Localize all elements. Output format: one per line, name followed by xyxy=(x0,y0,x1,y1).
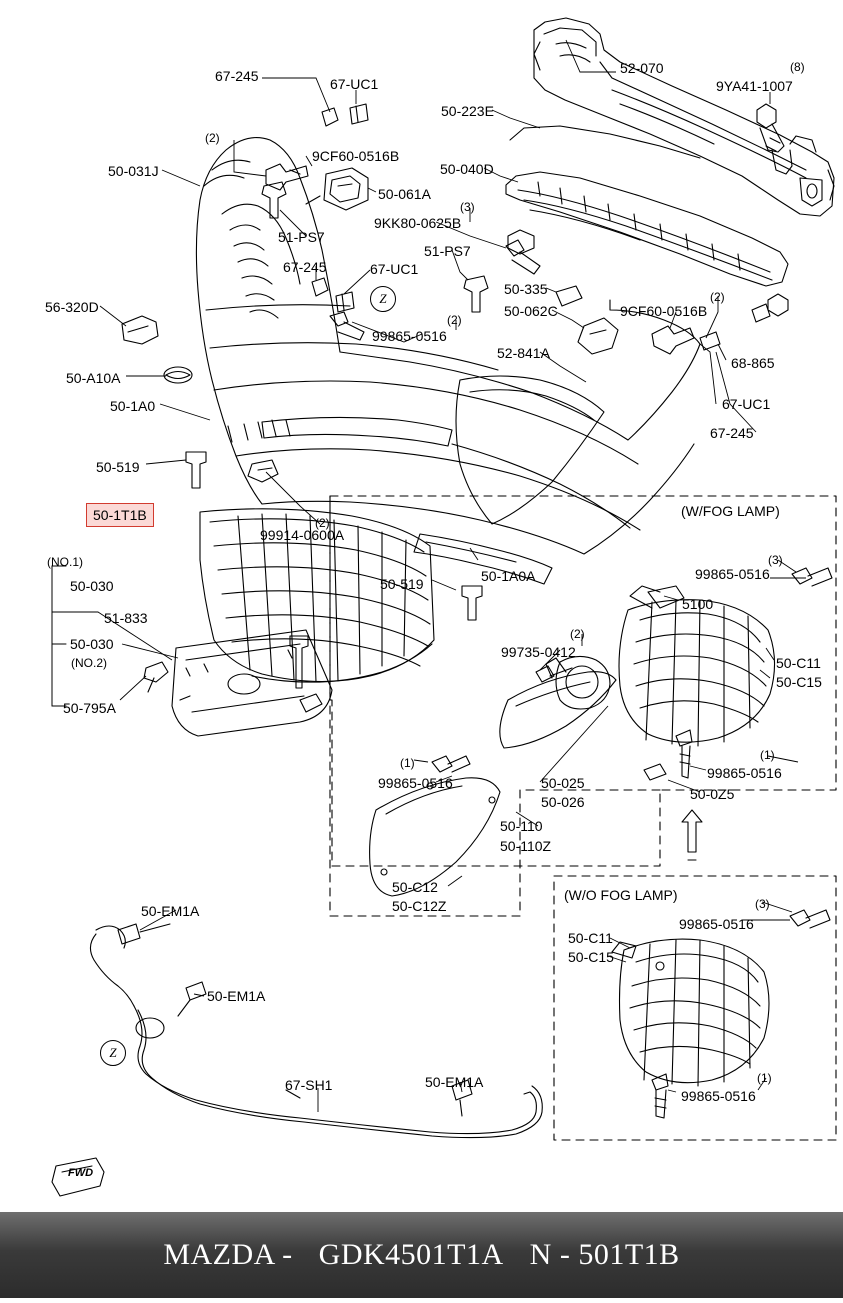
part-50-062C-bracket xyxy=(578,318,618,354)
part-label-50-110: 50-110 xyxy=(500,818,543,834)
part-label-50-em1a: 50-EM1A xyxy=(425,1074,484,1090)
part-50-061A-latch xyxy=(306,168,368,210)
part-label-56-320d: 56-320D xyxy=(45,299,99,315)
z-marker-2: Z xyxy=(100,1040,126,1066)
part-label-50-c15: 50-C15 xyxy=(776,674,822,690)
part-label-67-245: 67-245 xyxy=(283,259,327,275)
part-50-040D-stiffener xyxy=(506,172,788,316)
part-label-50-335: 50-335 xyxy=(504,281,548,297)
fwd-label: FWD xyxy=(68,1167,94,1179)
footer-part-number: GDK4501T1A xyxy=(318,1238,504,1271)
part-label-2: (2) xyxy=(710,290,725,304)
part-label-67-uc1: 67-UC1 xyxy=(330,76,379,92)
fastener-99865-0516-nofog-a xyxy=(790,910,830,928)
fastener-67-UC1-a xyxy=(350,104,368,124)
part-label-99914-0600a: 99914-0600A xyxy=(260,527,345,543)
part-50-110-fog-trim xyxy=(500,672,616,748)
part-label-67-245: 67-245 xyxy=(215,68,259,84)
part-label-2: (2) xyxy=(447,313,462,327)
part-label-50-062c: 50-062C xyxy=(504,303,558,319)
part-label-50-223e: 50-223E xyxy=(441,103,494,119)
part-50-335-clip xyxy=(556,286,582,306)
section-link-arrow xyxy=(682,810,702,860)
fastener-50-519-grille xyxy=(462,586,482,620)
part-label-50-c15: 50-C15 xyxy=(568,949,614,965)
fastener-67-245-b xyxy=(312,278,328,296)
part-label-50-em1a: 50-EM1A xyxy=(207,988,266,1004)
part-label-67-uc1: 67-UC1 xyxy=(370,261,419,277)
footer-bar xyxy=(0,1212,843,1298)
part-label-50-c12: 50-C12 xyxy=(392,879,438,895)
part-label-51-ps7: 51-PS7 xyxy=(278,229,325,245)
part-label-50-1a0: 50-1A0 xyxy=(110,398,156,414)
fastener-50-0Z5 xyxy=(644,764,666,780)
part-label-50-795a: 50-795A xyxy=(63,700,116,716)
part-label-50-025: 50-025 xyxy=(541,775,585,791)
part-label-2: (2) xyxy=(315,516,330,530)
part-label-50-519: 50-519 xyxy=(380,576,424,592)
part-label-w-o-fog-lamp: (W/O FOG LAMP) xyxy=(564,887,678,903)
part-label-w-fog-lamp: (W/FOG LAMP) xyxy=(681,503,780,519)
part-label-99865-0516: 99865-0516 xyxy=(679,916,754,932)
part-label-3: (3) xyxy=(755,897,770,911)
fastener-9KK80-0625B xyxy=(506,240,540,274)
part-label-99735-0412: 99735-0412 xyxy=(501,644,576,660)
part-label-67-uc1: 67-UC1 xyxy=(722,396,771,412)
part-50-A10A-emblem xyxy=(164,367,192,383)
part-label-no-1: (NO.1) xyxy=(47,555,83,569)
part-label-9cf60-0516b: 9CF60-0516B xyxy=(620,303,708,319)
fastener-9CF60-0516B-b xyxy=(652,326,694,354)
part-label-50-c11: 50-C11 xyxy=(776,655,821,671)
part-label-50-0z5: 50-0Z5 xyxy=(690,786,735,802)
part-52-070-reinforcement xyxy=(534,18,834,216)
part-label-68-865: 68-865 xyxy=(731,355,775,371)
part-label-3: (3) xyxy=(768,553,783,567)
footer-brand: MAZDA - xyxy=(163,1238,293,1271)
part-label-51-833: 51-833 xyxy=(104,610,148,626)
part-label-no-2: (NO.2) xyxy=(71,656,107,670)
part-50-025-fog-lamp xyxy=(546,656,610,709)
part-67-SH1-harness xyxy=(90,924,542,1138)
part-label-99865-0516: 99865-0516 xyxy=(372,328,447,344)
part-label-8: (8) xyxy=(790,60,805,74)
part-label-50-030: 50-030 xyxy=(70,636,114,652)
part-label-50-110z: 50-110Z xyxy=(500,838,552,854)
part-label-50-c12z: 50-C12Z xyxy=(392,898,447,914)
part-label-2: (2) xyxy=(570,627,585,641)
fastener-99865-0516-nofog-b xyxy=(652,1074,668,1118)
part-label-99865-0516: 99865-0516 xyxy=(681,1088,756,1104)
part-label-1: (1) xyxy=(760,748,775,762)
fastener-51-PS7-b xyxy=(464,276,488,312)
fastener-99865-0516-fog-a xyxy=(432,756,470,772)
fastener-67-245-a xyxy=(322,108,338,126)
fastener-99914-0600A xyxy=(248,460,278,482)
part-label-52-070: 52-070 xyxy=(620,60,664,76)
fastener-68-865 xyxy=(700,304,770,350)
part-9YA41-1007-bolt xyxy=(757,104,784,152)
part-label-99865-0516: 99865-0516 xyxy=(378,775,453,791)
part-label-50-519: 50-519 xyxy=(96,459,140,475)
part-label-9ya41-1007: 9YA41-1007 xyxy=(716,78,793,94)
part-label-67-245: 67-245 xyxy=(710,425,754,441)
highlighted-part-label[interactable]: 50-1T1B xyxy=(86,503,154,527)
part-label-50-031j: 50-031J xyxy=(108,163,159,179)
part-56-320D-sensor xyxy=(122,316,158,344)
part-label-50-030: 50-030 xyxy=(70,578,114,594)
part-50-C11-blank-bezel xyxy=(612,939,769,1086)
part-label-50-026: 50-026 xyxy=(541,794,585,810)
part-50-519-pin-upper xyxy=(186,452,206,488)
part-label-9cf60-0516b: 9CF60-0516B xyxy=(312,148,400,164)
part-label-51-ps7: 51-PS7 xyxy=(424,243,471,259)
part-label-5100: 5100 xyxy=(682,596,714,612)
part-label-50-061a: 50-061A xyxy=(378,186,431,202)
part-label-50-a10a: 50-A10A xyxy=(66,370,121,386)
part-50-031J-bumper-fascia xyxy=(196,138,700,554)
part-label-50-1a0a: 50-1A0A xyxy=(481,568,536,584)
z-marker-1: Z xyxy=(370,286,396,312)
part-label-50-em1a: 50-EM1A xyxy=(141,903,200,919)
fastener-67-UC1-b xyxy=(336,292,354,312)
part-label-99865-0516: 99865-0516 xyxy=(695,566,770,582)
footer-suffix: N - 501T1B xyxy=(529,1238,680,1271)
fastener-99865-0516-fog-b xyxy=(792,568,832,586)
part-50-795A-clip xyxy=(144,662,168,692)
part-label-1: (1) xyxy=(757,1071,772,1085)
part-label-50-c11: 50-C11 xyxy=(568,930,613,946)
part-50-223E-bracket xyxy=(510,126,700,158)
part-label-67-sh1: 67-SH1 xyxy=(285,1077,333,1093)
part-label-99865-0516: 99865-0516 xyxy=(707,765,782,781)
part-label-2: (2) xyxy=(205,131,220,145)
part-label-50-040d: 50-040D xyxy=(440,161,494,177)
part-label-3: (3) xyxy=(460,200,475,214)
part-label-52-841a: 52-841A xyxy=(497,345,550,361)
part-label-9kk80-0625b: 9KK80-0625B xyxy=(374,215,462,231)
fastener-99865-0516-a xyxy=(330,312,364,340)
fastener-9CF60-0516B-a xyxy=(266,164,308,190)
fastener-99865-0516-fog-c xyxy=(676,730,692,778)
part-label-1: (1) xyxy=(400,756,415,770)
